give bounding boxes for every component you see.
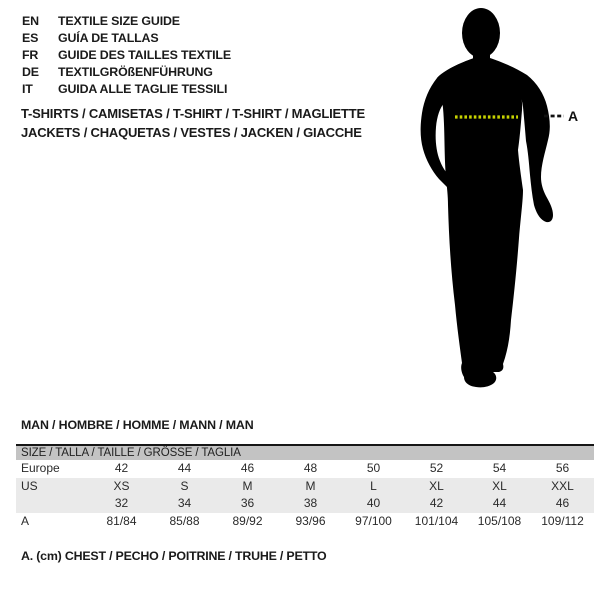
- cell: 38: [303, 496, 318, 510]
- language-code: IT: [22, 82, 33, 96]
- table-row-europe: [16, 460, 594, 478]
- language-label: TEXTILGRÖßENFÜHRUNG: [58, 65, 213, 79]
- row-label: A: [21, 513, 30, 528]
- cell: M: [242, 478, 253, 493]
- cell: 42: [429, 496, 444, 510]
- cell: XL: [429, 478, 444, 493]
- row-label: [16, 495, 90, 513]
- cell: 46: [555, 496, 570, 510]
- cell: L: [370, 478, 377, 493]
- language-row: [22, 64, 231, 81]
- cell: 89/92: [232, 513, 263, 528]
- cell: 44: [492, 496, 507, 510]
- measurement-label: A: [568, 108, 579, 124]
- language-code: FR: [22, 48, 39, 62]
- language-label: TEXTILE SIZE GUIDE: [58, 14, 180, 28]
- cell: S: [180, 478, 189, 493]
- cell: 85/88: [169, 513, 200, 528]
- cell: 109/112: [541, 513, 584, 528]
- row-label: US: [21, 478, 38, 493]
- cell: 52: [429, 461, 444, 475]
- language-code: EN: [22, 14, 39, 28]
- language-label: GUIDE DES TAILLES TEXTILE: [58, 48, 231, 62]
- language-code: DE: [22, 65, 39, 79]
- cell: 97/100: [355, 513, 392, 528]
- cell: 46: [240, 461, 255, 475]
- category-line-jackets: JACKETS / CHAQUETAS / VESTES / JACKEN / GIACCHE: [21, 124, 362, 140]
- cell: 81/84: [106, 513, 137, 528]
- language-row: [22, 47, 231, 64]
- cell: 40: [366, 496, 381, 510]
- language-label: GUÍA DE TALLAS: [58, 31, 159, 45]
- cell: 42: [114, 461, 129, 475]
- garment-categories: [21, 105, 365, 142]
- man-silhouette: [390, 0, 600, 400]
- cell: 54: [492, 461, 507, 475]
- language-label: GUIDA ALLE TAGLIE TESSILI: [58, 82, 228, 96]
- language-list: [22, 13, 231, 98]
- cell: 101/104: [414, 513, 459, 528]
- cell: 32: [114, 496, 129, 510]
- section-title-man: MAN / HOMBRE / HOMME / MANN / MAN: [21, 418, 254, 432]
- cell: 50: [366, 461, 381, 475]
- language-row: [22, 81, 231, 98]
- cell: XL: [492, 478, 507, 493]
- cell: 56: [555, 461, 570, 475]
- cell: 93/96: [295, 513, 326, 528]
- language-code: ES: [22, 31, 39, 45]
- row-label: Europe: [21, 461, 60, 475]
- table-row-chest-a: [16, 513, 594, 531]
- cell: M: [305, 478, 316, 493]
- category-line-tshirts: T-SHIRTS / CAMISETAS / T-SHIRT / T-SHIRT / MAGLIETTE: [21, 106, 365, 121]
- cell: 34: [177, 496, 192, 510]
- language-row: [22, 13, 231, 30]
- silhouette-body: [437, 58, 523, 387]
- size-table: [16, 444, 594, 530]
- cell: XS: [113, 478, 130, 493]
- cell: XXL: [551, 478, 574, 493]
- measurement-legend: A. (cm) CHEST / PECHO / POITRINE / TRUHE / PETTO: [21, 549, 327, 563]
- cell: 36: [240, 496, 255, 510]
- table-row-us: [16, 478, 594, 496]
- cell: 105/108: [477, 513, 522, 528]
- language-row: [22, 30, 231, 47]
- size-table-header: SIZE / TALLA / TAILLE / GRÖSSE / TAGLIA: [16, 446, 594, 460]
- cell: 48: [303, 461, 318, 475]
- cell: 44: [177, 461, 192, 475]
- table-row-alt-size: [16, 495, 594, 513]
